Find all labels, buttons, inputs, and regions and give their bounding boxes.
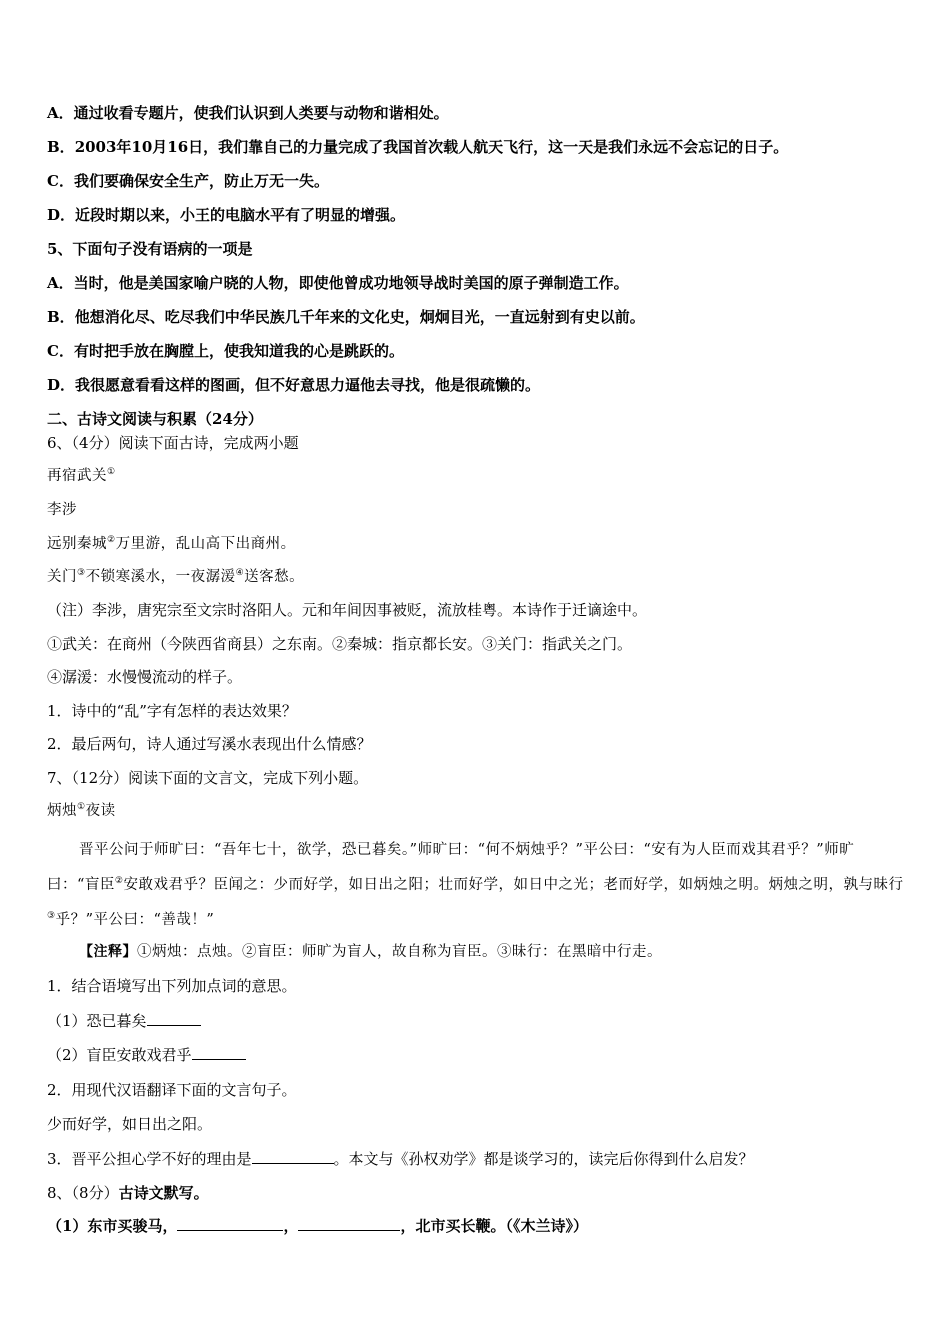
q7-sub-1-2: （2）盲臣安敢戏君乎 bbox=[47, 1045, 907, 1065]
poem-line-1: 远别秦城②万里游，乱山高下出商州。 bbox=[47, 535, 296, 552]
poem-title: 再宿武关① bbox=[47, 467, 116, 484]
poem-author: 李涉 bbox=[47, 502, 77, 518]
answer-blank[interactable] bbox=[192, 1045, 246, 1060]
q4-option-b: B．2003年10月16日，我们靠自己的力量完成了我国首次载人航天飞行，这一天是我们永远不会忘记的日子。 bbox=[47, 138, 789, 156]
q7-stem: 7、（12分）阅读下面的文言文，完成下列小题。 bbox=[47, 769, 369, 787]
q8-stem: 8、（8分）古诗文默写。 bbox=[47, 1184, 209, 1202]
answer-blank[interactable] bbox=[147, 1011, 201, 1026]
q5-option-d: D．我很愿意看看这样的图画，但不好意思力逼他去寻找，他是很疏懒的。 bbox=[47, 376, 541, 394]
q5-option-a: A．当时，他是美国家喻户晓的人物，即使他曾成功地领导战时美国的原子弹制造工作。 bbox=[47, 274, 629, 292]
q4-option-c: C．我们要确保安全生产，防止万无一失。 bbox=[47, 172, 329, 190]
q6-sub-1: 1．诗中的“乱”字有怎样的表达效果？ bbox=[47, 702, 297, 720]
poem-note-2: ①武关：在商州（今陕西省商县）之东南。②秦城：指京都长安。③关门：指武关之门。 bbox=[47, 635, 633, 653]
answer-blank[interactable] bbox=[252, 1149, 334, 1164]
passage-text: 晋平公问于师旷曰：“吾年七十，欲学，恐已暮矣。”师旷曰：“何不炳烛乎？”平公曰：“安有为人臣而戏其君乎？”师旷曰：“盲臣②安敢戏君乎？臣闻之：少而好学，如日出之阳；壮而好学，如日中之光；老而好学，如炳烛之明。炳烛之明，孰与昧行③乎？”平公曰：“善哉！” bbox=[47, 842, 904, 928]
q7-sub-1-1: （1）恐已暮矣 bbox=[47, 1011, 907, 1031]
answer-blank[interactable] bbox=[177, 1216, 283, 1231]
poem-line-2: 关门③不锁寒溪水，一夜潺湲④送客愁。 bbox=[47, 568, 305, 585]
q8-item-1: （1）东市买骏马， ， ，北市买长鞭。（《木兰诗》） bbox=[47, 1217, 588, 1235]
q7-sub-1: 1．结合语境写出下列加点词的意思。 bbox=[47, 977, 297, 995]
section-heading: 二、古诗文阅读与积累（24分） bbox=[47, 410, 263, 428]
q5-stem: 5、下面句子没有语病的一项是 bbox=[47, 240, 253, 258]
q6-stem: 6、（4分）阅读下面古诗，完成两小题 bbox=[47, 434, 299, 452]
q5-option-b: B．他想消化尽、吃尽我们中华民族几千年来的文化史，炯炯目光，一直远射到有史以前。 bbox=[47, 308, 645, 326]
q7-sub-3: 3．晋平公担心学不好的理由是 。本文与《孙权劝学》都是谈学习的，读完后你得到什么启发？ bbox=[47, 1150, 754, 1168]
passage-title: 炳烛①夜读 bbox=[47, 802, 116, 819]
poem-note-3: ④潺湲：水慢慢流动的样子。 bbox=[47, 668, 243, 686]
poem-note-1: （注）李涉，唐宪宗至文宗时洛阳人。元和年间因事被贬，流放桂粤。本诗作于迁谪途中。 bbox=[47, 601, 648, 619]
passage-notes: 【注释】①炳烛：点烛。②盲臣：师旷为盲人，故自称为盲臣。③昧行：在黑暗中行走。 bbox=[79, 944, 662, 960]
q5-option-c: C．有时把手放在胸膛上，使我知道我的心是跳跃的。 bbox=[47, 342, 404, 360]
q7-sub-2-sentence: 少而好学，如日出之阳。 bbox=[47, 1115, 213, 1133]
q6-sub-2: 2．最后两句，诗人通过写溪水表现出什么情感？ bbox=[47, 735, 372, 753]
q7-sub-2: 2．用现代汉语翻译下面的文言句子。 bbox=[47, 1081, 297, 1099]
answer-blank[interactable] bbox=[298, 1216, 400, 1231]
q4-option-a: A．通过收看专题片，使我们认识到人类要与动物和谐相处。 bbox=[47, 104, 449, 122]
q4-option-d: D．近段时期以来，小王的电脑水平有了明显的增强。 bbox=[47, 206, 406, 224]
